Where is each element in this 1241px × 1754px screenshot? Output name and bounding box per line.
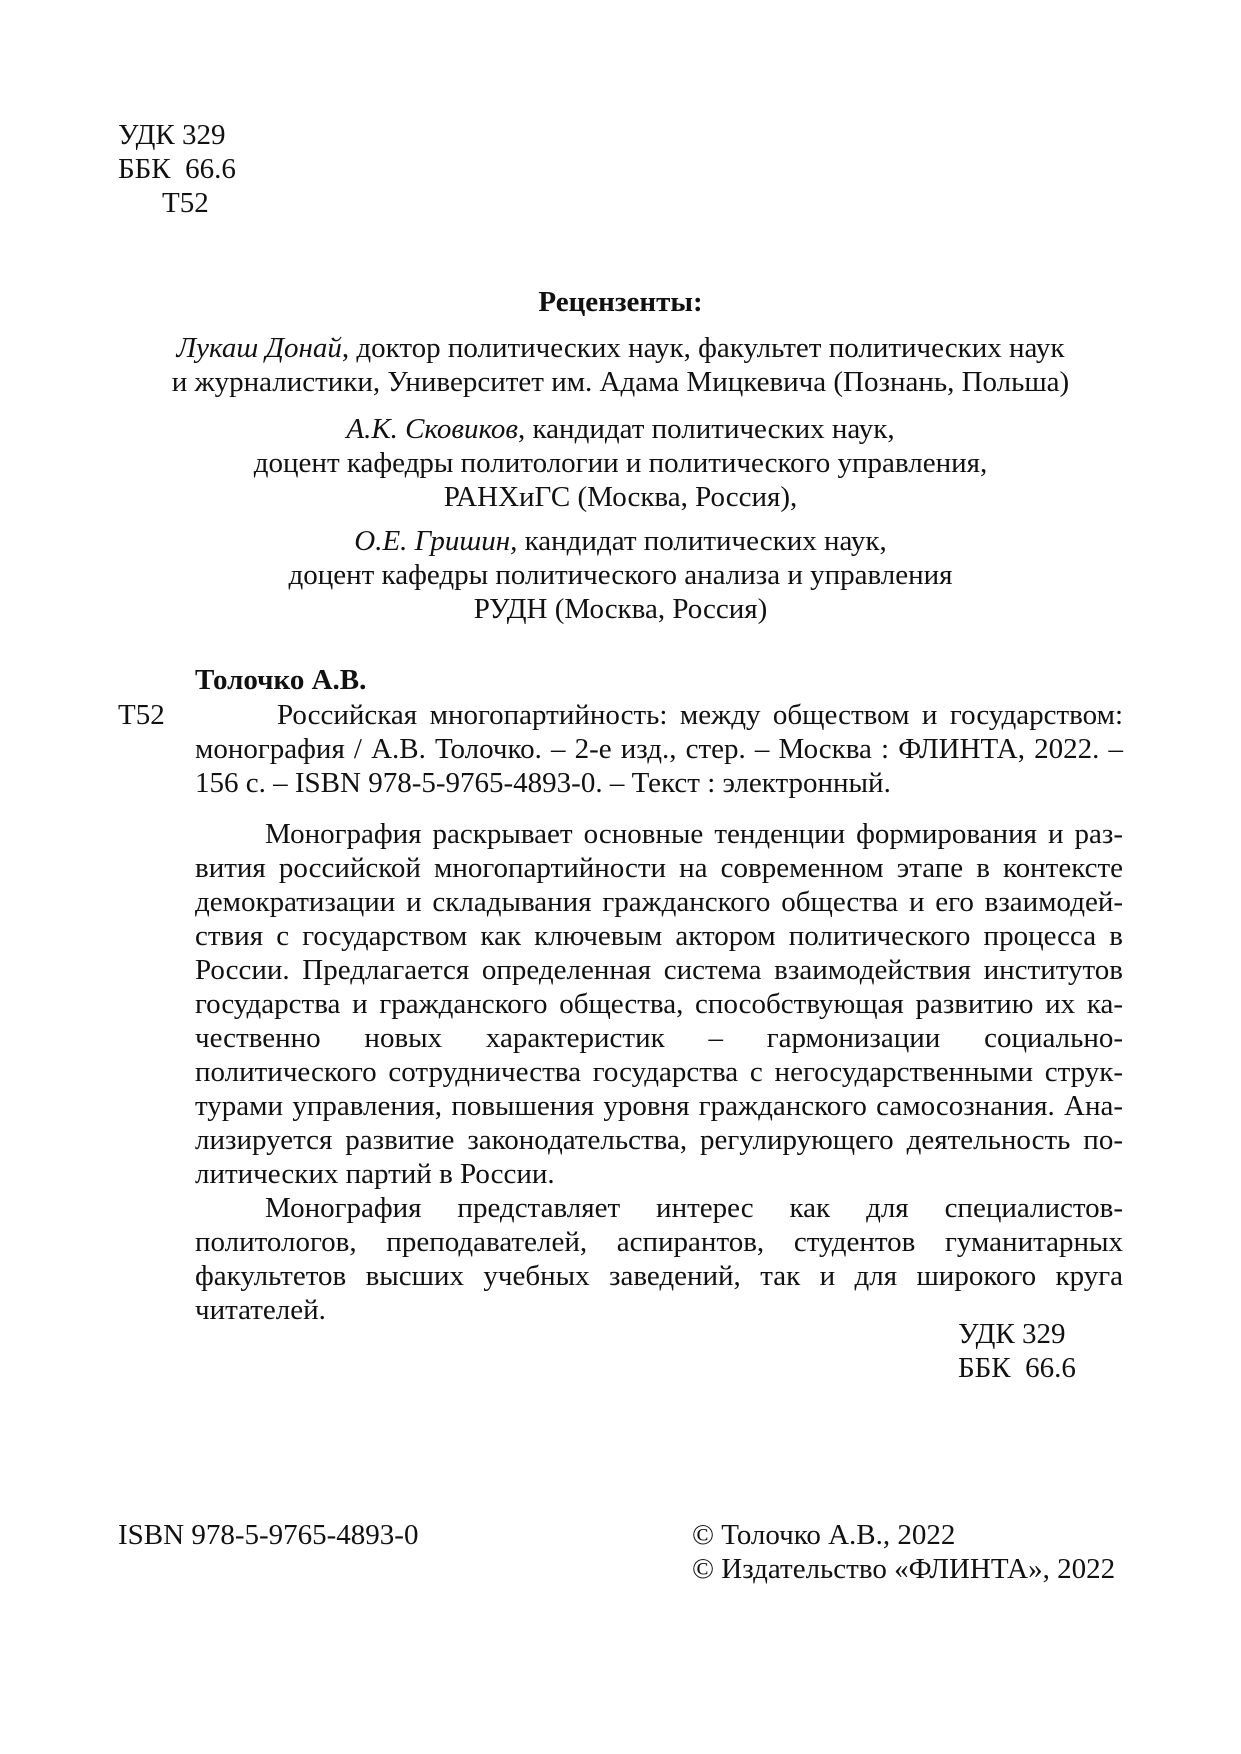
bib-line: 156 с. – ISBN 978-5-9765-4893-0. – Текст : электронный. — [195, 767, 891, 799]
classification-top — [118, 118, 318, 220]
abstract-line: лизируется развитие законодательства, регулирующего деятельность по- — [195, 1124, 1123, 1156]
reviewer-name: Лукаш Донай — [176, 332, 342, 364]
copyright-author: © Толочко А.В., 2022 — [692, 1519, 956, 1551]
reviewer-entry — [0, 331, 1241, 399]
abstract-line: Монография представляет интерес как для специалистов- — [265, 1192, 1123, 1224]
abstract-line: турами управления, повышения уровня гражданского самосознания. Ана- — [195, 1090, 1123, 1122]
bibliographic-entry — [195, 698, 1123, 800]
reviewers-title: Рецензенты: — [538, 286, 703, 318]
reviewer-position: доцент кафедры политического анализа и управления — [288, 559, 953, 591]
reviewer-affiliation: РАНХиГС (Москва, Россия), — [443, 481, 798, 513]
bib-line: Российская многопартийность: между обществом и государством: — [277, 699, 1123, 731]
abstract-line: факультетов высших учебных заведений, так и для широкого круга — [195, 1260, 1123, 1292]
reviewer-entry — [0, 412, 1241, 514]
copyright-block — [692, 1518, 1115, 1586]
reviewer-title: , доктор политических наук, факультет политических наук — [341, 332, 1065, 364]
reviewer-entry — [0, 524, 1241, 626]
abstract-line: чественно новых характеристик – гармонизации социально- — [195, 1022, 1123, 1054]
abstract — [195, 817, 1123, 1327]
abstract-line: России. Предлагается определенная система взаимодействия институтов — [195, 954, 1123, 986]
reviewer-affiliation: РУДН (Москва, Россия) — [473, 593, 768, 625]
abstract-line: Монография раскрывает основные тенденции формирования и раз- — [265, 818, 1123, 850]
reviewer-name: А.К. Сковиков — [346, 413, 519, 445]
classification-bottom — [958, 1317, 1076, 1385]
copyright-publisher: © Издательство «ФЛИНТА», 2022 — [692, 1553, 1116, 1585]
udk-code: УДК 329 — [958, 1318, 1066, 1350]
reviewer-title: кандидат политических наук, — [517, 525, 887, 557]
author-heading: Толочко А.В. — [195, 664, 367, 696]
abstract-line: литических партий в России. — [195, 1158, 555, 1190]
bib-line: монография / А.В. Толочко. – 2-е изд., стер. – Москва : ФЛИНТА, 2022. – — [195, 733, 1123, 765]
abstract-line: читателей. — [195, 1294, 326, 1326]
reviewer-affiliation: и журналистики, Университет им. Адама Мицкевича (Познань, Польша) — [171, 366, 1070, 398]
abstract-line: вития российской многопартийности на современном этапе в контексте — [195, 852, 1123, 884]
call-code: Т52 — [118, 699, 165, 731]
udk-code: УДК 329 — [118, 119, 226, 151]
abstract-line: демократизации и складывания гражданского общества и его взаимодей- — [195, 886, 1123, 918]
abstract-line: ствия с государством как ключевым актором политического процесса в — [195, 920, 1123, 952]
abstract-line: политологов, преподавателей, аспирантов, студентов гуманитарных — [195, 1226, 1123, 1258]
bbk-code: ББК 66.6 — [958, 1352, 1076, 1384]
reviewer-title: , кандидат политических наук, — [518, 413, 895, 445]
reviewer-position: доцент кафедры политологии и политического управления, — [253, 447, 988, 479]
bbk-code: ББК 66.6 — [118, 153, 236, 185]
reviewer-name: О.Е. Гришин, — [354, 525, 518, 557]
author-mark: Т52 — [162, 187, 209, 219]
isbn: ISBN 978-5-9765-4893-0 — [118, 1519, 419, 1551]
abstract-line: политического сотрудничества государства с негосударственными струк- — [195, 1056, 1123, 1088]
abstract-line: государства и гражданского общества, способствующая развитию их ка- — [195, 988, 1123, 1020]
